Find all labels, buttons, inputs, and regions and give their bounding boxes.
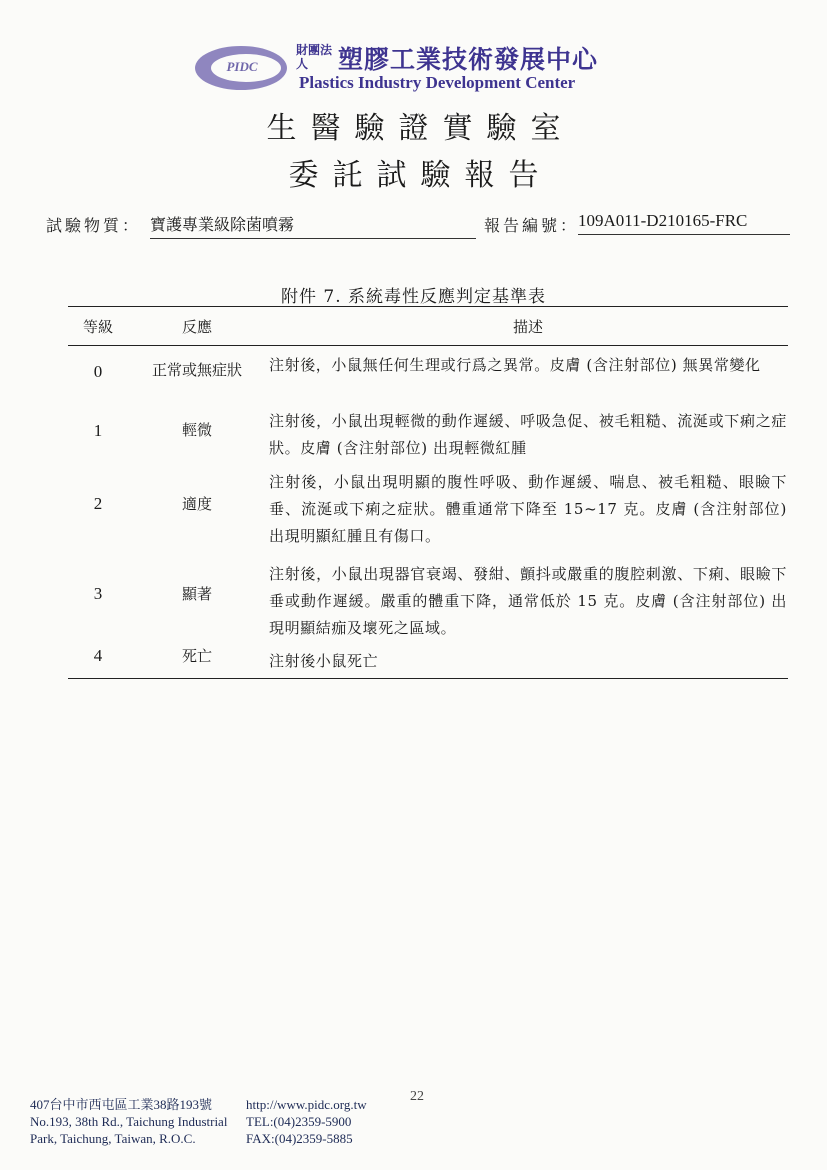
row-2-description: 注射後，小鼠出現明顯的腹性呼吸、動作遲緩、喘息、被毛粗糙、眼瞼下垂、流涎或下痢之症狀。體重通常下降至 15~17 克。皮膚 (含注射部位) 出現明顯紅腫且有傷口。 [269, 473, 787, 545]
org-prefix: 財團法人 [296, 43, 333, 71]
logo-text: PIDC [226, 59, 258, 74]
footer-contact [246, 1096, 367, 1147]
org-name-cn: 塑膠工業技術發展中心 [338, 45, 599, 74]
page-number: 22 [410, 1089, 424, 1104]
row-1-grade: 1 [93, 421, 103, 440]
report-no-value: 109A011-D210165-FRC [578, 211, 790, 235]
row-0-reaction: 正常或無症狀 [151, 361, 242, 379]
footer-website: http://www.pidc.org.tw [246, 1097, 367, 1112]
row-1-description: 注射後，小鼠出現輕微的動作遲緩、呼吸急促、被毛粗糙、流涎或下痢之症狀。皮膚 (含注射部位) 出現輕微紅腫 [269, 412, 787, 457]
report-no-label: 報告編號： [484, 216, 580, 235]
row-0-grade: 0 [93, 362, 103, 381]
column-header-grade: 等級 [82, 318, 113, 336]
column-header-reaction: 反應 [181, 318, 212, 336]
footer-address-line: 407台中市西屯區工業38路193號 [30, 1097, 213, 1112]
table-bottom-rule [68, 678, 788, 679]
substance-label: 試驗物質： [46, 216, 142, 235]
org-name-en: Plastics Industry Development Center [299, 73, 576, 92]
row-3-description: 注射後，小鼠出現器官衰竭、發紺、顫抖或嚴重的腹腔刺激、下痢、眼瞼下垂或動作遲緩。嚴重的體重下降，通常低於 15 克。皮膚 (含注射部位) 出現明顯結痂及壞死之區域。 [269, 565, 787, 637]
footer-fax: FAX:(04)2359-5885 [246, 1131, 353, 1146]
report-type: 委託試驗報告 [288, 158, 553, 193]
footer-address-line: Park, Taichung, Taiwan, R.O.C. [30, 1131, 196, 1146]
table-caption: 附件 7. 系統毒性反應判定基準表 [280, 287, 547, 307]
table-top-rule [68, 306, 788, 307]
row-4-grade: 4 [93, 646, 103, 665]
substance-value: 寶護專業級除菌噴霧 [150, 212, 476, 239]
row-2-grade: 2 [93, 494, 103, 513]
pidc-logo [195, 46, 287, 90]
footer-address-line: No.193, 38th Rd., Taichung Industrial [30, 1114, 228, 1129]
footer-tel: TEL:(04)2359-5900 [246, 1114, 352, 1129]
row-4-description: 注射後小鼠死亡 [269, 652, 379, 670]
row-3-reaction: 顯著 [181, 585, 212, 603]
row-4-reaction: 死亡 [181, 647, 212, 665]
row-1-reaction: 輕微 [181, 421, 212, 439]
column-header-description: 描述 [512, 318, 543, 336]
row-2-reaction: 適度 [181, 495, 212, 513]
footer-address [30, 1096, 227, 1147]
row-0-description: 注射後，小鼠無任何生理或行爲之異常。皮膚 (含注射部位) 無異常變化 [269, 356, 761, 374]
row-3-grade: 3 [93, 584, 103, 603]
lab-name: 生醫驗證實驗室 [266, 111, 575, 146]
table-header-rule [68, 345, 788, 346]
